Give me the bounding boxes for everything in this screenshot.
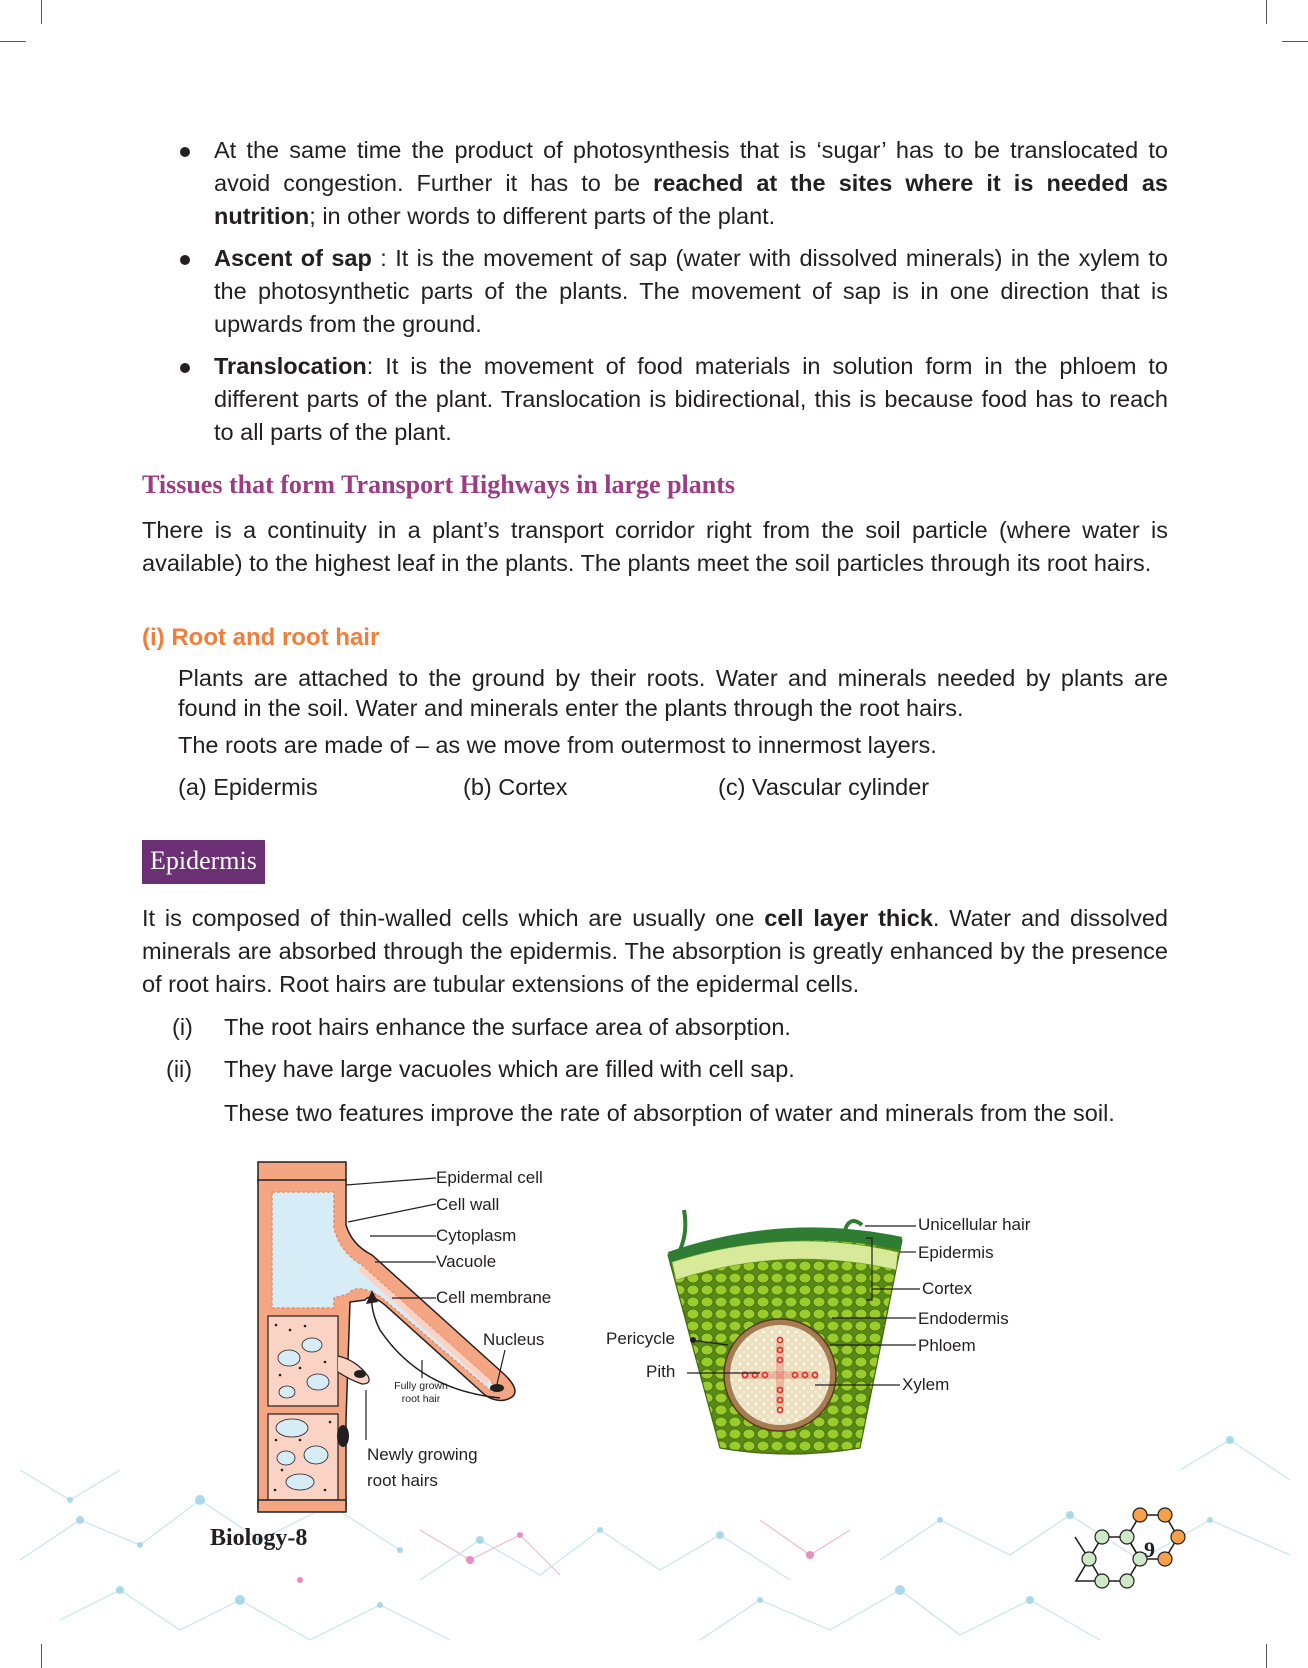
point-number: (ii) [166,1056,193,1082]
root-heading: (i) Root and root hair [142,624,380,651]
label-pith: Pith [646,1362,676,1381]
page-number: 9 [1144,1537,1155,1562]
label-cytoplasm: Cytoplasm [436,1226,517,1245]
epidermis-conclusion: These two features improve the rate of absorption of water and minerals from the soil. [224,1100,1115,1126]
epidermis-heading: Epidermis [142,840,265,884]
root-layers-intro: The roots are made of – as we move from outermost to innermost layers. [178,732,937,758]
label-vacuole: Vacuole [436,1252,497,1271]
label-endodermis: Endodermis [918,1309,1009,1328]
point-text: The root hairs enhance the surface area of absorption. [224,1014,791,1040]
root-paragraph: Plants are attached to the ground by their roots. Water and minerals needed by plants are found in the soil. Water and minerals enter the plants through the root hairs. [178,665,1168,721]
label-epidermis: Epidermis [918,1243,994,1262]
label-nucleus: Nucleus [483,1330,545,1349]
label-unicellular-hair: Unicellular hair [918,1215,1031,1234]
bullet-item: At the same time the product of photosynthesis that is ‘sugar’ has to be translocated to avoid congestion. Further it has to be reached at the sites where it is needed as nutrition; in other words to different parts of the plant. [178,134,1168,233]
label-cell-membrane: Cell membrane [436,1288,552,1307]
label-phloem: Phloem [918,1336,976,1355]
label-cortex: Cortex [922,1279,973,1298]
bullet-item: Translocation: It is the movement of food materials in solution form in the phloem to different parts of the plant. Translocation is bidirectional, this is because food has to reach to all parts of the plant. [178,350,1168,449]
layer-item: (b) Cortex [463,774,568,800]
epidermis-paragraph: It is composed of thin-walled cells which are usually one cell layer thick. Water and dissolved minerals are absorbed through the epidermis. The absorption is greatly enhanced by the presence of root hairs. Root hairs are tubular extensions of the epidermal cells. [142,905,1168,997]
footer-book-title: Biology-8 [210,1525,308,1551]
bullet-item: Ascent of sap : It is the movement of sap (water with dissolved minerals) in the xylem to the photosynthetic parts of the plants. The movement of sap is in one direction that is upwards from the ground. [178,242,1168,341]
label-cell-wall: Cell wall [436,1195,500,1214]
label-root-hairs: root hairs [367,1471,438,1490]
label-newly-growing: Newly growing [367,1445,478,1464]
section-heading: Tissues that form Transport Highways in large plants [142,470,736,499]
point-number: (i) [172,1014,193,1040]
label-pericycle: Pericycle [606,1329,675,1348]
label-xylem: Xylem [902,1375,950,1394]
point-text: They have large vacuoles which are filled with cell sap. [224,1056,795,1082]
layer-item: (c) Vascular cylinder [718,774,930,800]
layer-item: (a) Epidermis [178,774,318,800]
intro-paragraph: There is a continuity in a plant’s transport corridor right from the soil particle (where water is available) to the highest leaf in the plants. The plants meet the soil particles through its root hairs. [142,517,1168,576]
label-fully-grown-root-hair: Fully grown root hair [394,1380,448,1405]
label-epidermal-cell: Epidermal cell [436,1168,543,1187]
